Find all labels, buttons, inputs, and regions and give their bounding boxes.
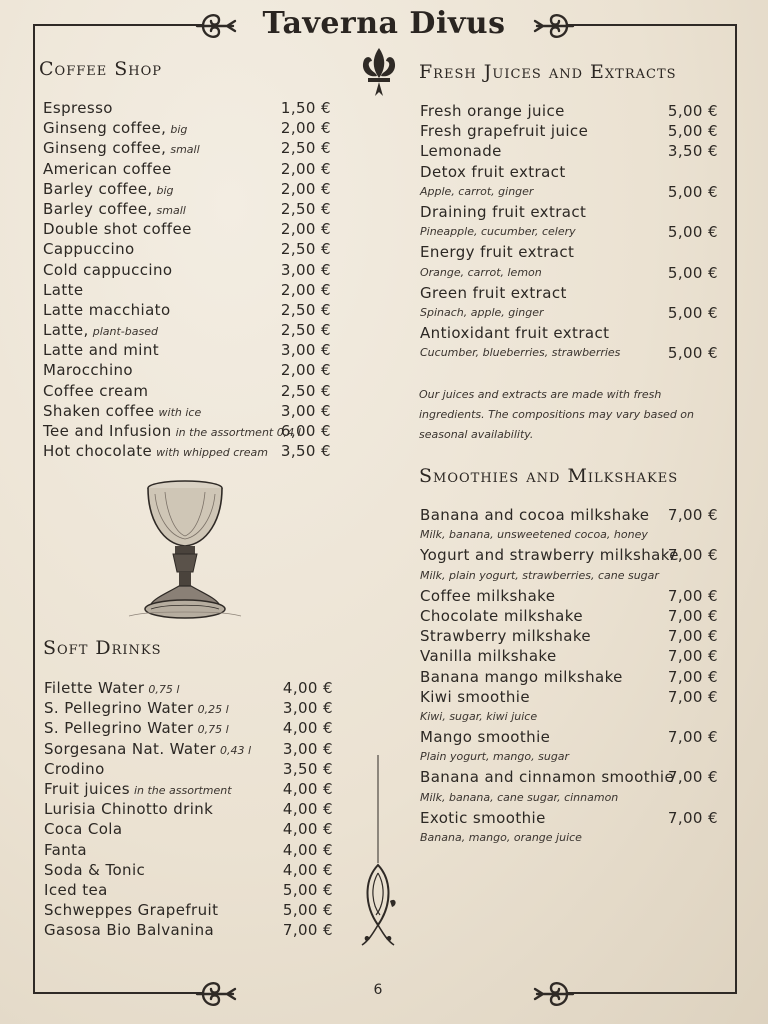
item-note: with whipped cream — [156, 446, 269, 460]
item-name-wrap — [44, 819, 122, 839]
menu-item — [44, 880, 333, 900]
menu-item — [420, 242, 718, 262]
menu-item — [43, 219, 331, 239]
menu-item — [43, 401, 331, 421]
item-ingredients: Orange, carrot, lemon — [420, 265, 542, 279]
item-name: Iced tea — [44, 880, 108, 899]
item-ingredients-row — [420, 182, 718, 202]
item-price: 2,50 € — [280, 199, 331, 218]
menu-item — [43, 300, 331, 320]
soft-drinks-title: Soft Drinks — [43, 637, 162, 659]
item-name-wrap — [44, 698, 229, 720]
item-price: 3,50 € — [280, 442, 331, 461]
item-ingredients: Banana, mango, orange juice — [420, 831, 582, 844]
item-price: 5,00 € — [282, 901, 333, 920]
item-ingredients-row — [420, 788, 718, 808]
item-price: 2,50 € — [280, 240, 331, 259]
item-price: 3,00 € — [280, 260, 331, 279]
item-price: 5,00 € — [667, 102, 718, 120]
item-price: 7,00 € — [667, 647, 718, 666]
item-note: big — [170, 123, 188, 137]
item-name: Sorgesana Nat. Water — [44, 739, 216, 758]
item-price: 3,50 € — [667, 142, 718, 161]
item-name: American coffee — [43, 159, 172, 178]
menu-item — [420, 505, 718, 525]
item-price: 5,00 € — [667, 182, 718, 201]
item-price: 3,00 € — [280, 341, 331, 360]
menu-item — [44, 819, 333, 839]
item-ingredients-row — [420, 525, 718, 545]
item-price: 5,00 € — [667, 303, 718, 322]
menu-item — [44, 799, 333, 819]
item-name-wrap — [43, 300, 171, 320]
item-name: Strawberry milkshake — [420, 627, 592, 646]
item-name: Detox fruit extract — [420, 162, 566, 181]
menu-item — [420, 283, 718, 303]
item-price: 2,00 € — [280, 361, 331, 380]
item-price: 7,00 € — [667, 627, 718, 646]
menu-item — [420, 121, 718, 141]
item-note: small — [156, 203, 186, 217]
menu-item — [43, 320, 331, 340]
item-ingredients: Milk, banana, unsweetened cocoa, honey — [420, 528, 648, 542]
item-name-wrap — [43, 98, 113, 118]
item-name: Latte macchiato — [43, 300, 171, 319]
item-name-wrap — [43, 441, 268, 463]
item-price: 7,00 € — [667, 667, 718, 686]
menu-item — [43, 381, 331, 401]
frame-line-right — [735, 24, 737, 992]
fresh-juices-title: Fresh Juices and Extracts — [419, 61, 677, 83]
item-name: Latte — [43, 280, 84, 299]
item-name: Tee and Infusion — [43, 422, 172, 440]
menu-item — [420, 667, 718, 687]
restaurant-title: Taverna Divus — [262, 6, 506, 41]
item-name: Barley coffee, — [43, 179, 153, 198]
item-price: 3,00 € — [280, 401, 331, 420]
item-name: Crodino — [44, 759, 105, 778]
item-name: Marocchino — [43, 361, 134, 380]
vine-ornament-icon — [358, 755, 402, 955]
item-name-wrap — [44, 718, 229, 740]
item-price: 4,00 € — [282, 840, 333, 859]
item-price: 7,00 € — [667, 687, 718, 706]
menu-item — [420, 141, 718, 161]
fleur-de-lis-icon — [358, 44, 400, 102]
item-ingredients-row — [420, 222, 718, 242]
menu-item — [44, 840, 333, 860]
menu-item — [420, 727, 718, 747]
menu-item — [44, 920, 333, 940]
item-name: Cold cappuccino — [43, 260, 173, 279]
item-price: 4,00 € — [282, 820, 333, 839]
item-price: 4,00 € — [282, 779, 333, 798]
item-price: 2,00 € — [280, 179, 331, 198]
item-name-wrap — [44, 799, 213, 819]
item-price: 7,00 € — [667, 586, 718, 605]
item-ingredients: Apple, carrot, ginger — [420, 184, 534, 198]
item-name: Fresh grapefruit juice — [420, 122, 589, 141]
item-price: 7,00 € — [667, 728, 718, 747]
menu-item — [44, 860, 333, 880]
item-note: in the assortment — [133, 783, 232, 797]
item-name-wrap — [44, 779, 232, 801]
item-name: Coffee milkshake — [420, 586, 556, 605]
item-name-wrap — [43, 401, 201, 423]
item-price: 2,00 € — [280, 119, 331, 138]
item-price: 3,00 € — [282, 739, 333, 758]
juices-footnote: Our juices and extracts are made with fresh ingredients. The compositions may vary based on seasonal availability. — [419, 388, 695, 442]
item-name: Coca Cola — [44, 820, 123, 839]
menu-item — [420, 545, 718, 565]
item-name-wrap — [43, 421, 301, 443]
item-name-wrap — [43, 179, 174, 201]
item-name: Mango smoothie — [420, 728, 551, 747]
item-name: Antioxidant fruit extract — [420, 324, 610, 343]
item-note: plant-based — [92, 325, 158, 339]
item-name-wrap — [43, 118, 187, 140]
item-name-wrap — [43, 260, 172, 280]
item-note: 0,75 l — [197, 723, 229, 737]
menu-item — [43, 260, 331, 280]
menu-item — [43, 340, 331, 360]
item-name-wrap — [43, 280, 84, 300]
item-name-wrap — [44, 920, 214, 940]
item-price: 2,50 € — [280, 321, 331, 340]
item-note: in the assortment 0,4 l — [175, 426, 301, 439]
item-name: Vanilla milkshake — [420, 647, 557, 666]
item-name: Filette Water — [44, 679, 145, 697]
item-ingredients: Spinach, apple, ginger — [420, 305, 544, 319]
smoothies-title: Smoothies and Milkshakes — [419, 465, 679, 487]
item-name: Cappuccino — [43, 240, 135, 259]
menu-item — [44, 759, 333, 779]
item-name-wrap — [44, 880, 108, 900]
item-note: small — [170, 143, 200, 157]
fresh-juices-list — [420, 101, 718, 363]
item-name: S. Pellegrino Water — [44, 699, 194, 718]
coffee-shop-title: Coffee Shop — [39, 58, 163, 80]
menu-item — [420, 808, 718, 828]
item-price: 7,00 € — [667, 768, 718, 787]
item-name-wrap — [44, 678, 179, 700]
item-note: 0,43 l — [220, 743, 252, 757]
item-note: with ice — [158, 405, 202, 419]
menu-item — [43, 138, 331, 158]
menu-item — [43, 98, 331, 118]
item-ingredients-row — [420, 747, 718, 767]
item-ingredients-row — [420, 707, 718, 727]
item-name: Lurisia Chinotto drink — [44, 800, 214, 819]
item-price: 2,50 € — [280, 300, 331, 319]
item-ingredients-row — [420, 343, 718, 363]
item-ingredients: Milk, plain yogurt, strawberries, cane sugar — [420, 568, 659, 582]
item-price: 1,50 € — [280, 99, 331, 117]
menu-item — [43, 239, 331, 259]
menu-item — [43, 179, 331, 199]
item-name: Espresso — [43, 99, 113, 117]
item-name-wrap — [43, 381, 148, 401]
item-ingredients: Plain yogurt, mango, sugar — [420, 750, 570, 764]
item-name: Latte, — [43, 321, 89, 340]
item-name: Soda & Tonic — [44, 860, 146, 879]
item-price: 5,00 € — [282, 880, 333, 899]
menu-item — [43, 199, 331, 219]
item-name: Fruit juices — [44, 779, 130, 798]
menu-item — [420, 687, 718, 707]
item-name-wrap — [43, 159, 172, 179]
item-price: 7,00 € — [282, 921, 333, 940]
item-price: 7,00 € — [667, 506, 718, 524]
item-price: 5,00 € — [667, 122, 718, 141]
goblet-illustration — [125, 476, 245, 626]
item-price: 3,50 € — [282, 759, 333, 778]
coffee-shop-list — [43, 98, 331, 461]
item-name: Draining fruit extract — [420, 202, 587, 221]
item-ingredients: Pineapple, cucumber, celery — [420, 225, 576, 239]
item-name: Shaken coffee — [43, 401, 155, 420]
item-name-wrap — [44, 739, 251, 761]
menu-item — [420, 606, 718, 626]
item-name-wrap — [43, 138, 200, 160]
menu-item — [420, 626, 718, 646]
item-price: 2,00 € — [280, 159, 331, 178]
item-name: Banana mango milkshake — [420, 667, 623, 686]
item-name: Kiwi smoothie — [420, 687, 530, 706]
menu-item — [43, 441, 331, 461]
item-price: 7,00 € — [667, 606, 718, 625]
item-name: Energy fruit extract — [420, 243, 575, 262]
item-price: 2,50 € — [280, 139, 331, 158]
page-number: 6 — [373, 982, 383, 998]
item-name-wrap — [44, 860, 145, 880]
frame-line-left — [33, 24, 35, 992]
menu-item — [420, 646, 718, 666]
item-name: Exotic smoothie — [420, 808, 546, 827]
item-price: 6,00 € — [280, 422, 331, 440]
menu-item — [420, 162, 718, 182]
item-name: Barley coffee, — [43, 199, 153, 218]
item-name: Latte and mint — [43, 341, 160, 360]
item-name: Banana and cinnamon smoothie — [420, 768, 675, 787]
item-price: 3,00 € — [282, 699, 333, 718]
item-ingredients-row — [420, 566, 718, 586]
menu-item — [44, 900, 333, 920]
item-name: Chocolate milkshake — [420, 606, 583, 625]
item-name-wrap — [43, 340, 159, 360]
item-ingredients: Cucumber, blueberries, strawberries — [420, 346, 621, 360]
item-ingredients: Milk, banana, cane sugar, cinnamon — [420, 790, 619, 804]
item-ingredients-row — [420, 303, 718, 323]
item-name-wrap — [43, 320, 158, 342]
item-name-wrap — [44, 759, 105, 779]
item-name: Double shot coffee — [43, 220, 192, 239]
menu-item — [43, 159, 331, 179]
menu-item — [43, 360, 331, 380]
item-name: Coffee cream — [43, 381, 149, 400]
menu-item — [420, 767, 718, 787]
item-name: Banana and cocoa milkshake — [420, 506, 650, 524]
item-name-wrap — [43, 219, 192, 239]
item-name: Ginseng coffee, — [43, 139, 167, 158]
item-name: Fresh orange juice — [420, 102, 565, 120]
item-name: Green fruit extract — [420, 283, 567, 302]
menu-item — [44, 718, 333, 738]
item-name-wrap — [44, 840, 87, 860]
item-name: Hot chocolate — [43, 442, 153, 461]
menu-item — [420, 202, 718, 222]
menu-item — [44, 678, 333, 698]
item-name-wrap — [43, 360, 133, 380]
item-name-wrap — [43, 199, 186, 221]
item-name: Ginseng coffee, — [43, 119, 167, 138]
menu-item — [44, 739, 333, 759]
item-price: 7,00 € — [667, 546, 718, 565]
menu-item — [43, 280, 331, 300]
item-price: 5,00 € — [667, 223, 718, 242]
item-name-wrap — [43, 239, 135, 259]
item-ingredients-row — [420, 828, 718, 848]
item-price: 4,00 € — [282, 860, 333, 879]
item-note: 0,75 l — [148, 683, 180, 696]
item-price: 4,00 € — [282, 719, 333, 738]
item-price: 2,50 € — [280, 381, 331, 400]
item-price: 5,00 € — [667, 344, 718, 363]
item-name: Yogurt and strawberry milkshake — [420, 546, 679, 565]
item-price: 4,00 € — [282, 800, 333, 819]
smoothies-list — [420, 505, 718, 848]
item-price: 2,00 € — [280, 280, 331, 299]
item-price: 7,00 € — [667, 808, 718, 827]
item-price: 4,00 € — [282, 679, 333, 697]
item-ingredients-row — [420, 263, 718, 283]
item-name: Schweppes Grapefruit — [44, 901, 219, 920]
item-ingredients: Kiwi, sugar, kiwi juice — [420, 709, 538, 723]
soft-drinks-list — [44, 678, 333, 940]
item-name: Fanta — [44, 840, 88, 859]
item-price: 5,00 € — [667, 263, 718, 282]
menu-item — [44, 779, 333, 799]
menu-item — [420, 323, 718, 343]
menu-item — [420, 101, 718, 121]
menu-item — [420, 586, 718, 606]
menu-item — [44, 698, 333, 718]
item-name: S. Pellegrino Water — [44, 719, 194, 738]
item-name: Gasosa Bio Balvanina — [44, 921, 215, 940]
item-price: 2,00 € — [280, 220, 331, 239]
item-name-wrap — [44, 900, 218, 920]
item-note: 0,25 l — [197, 703, 229, 717]
item-note: big — [156, 183, 174, 197]
item-name: Lemonade — [420, 142, 502, 161]
menu-item — [43, 118, 331, 138]
menu-item — [43, 421, 331, 441]
